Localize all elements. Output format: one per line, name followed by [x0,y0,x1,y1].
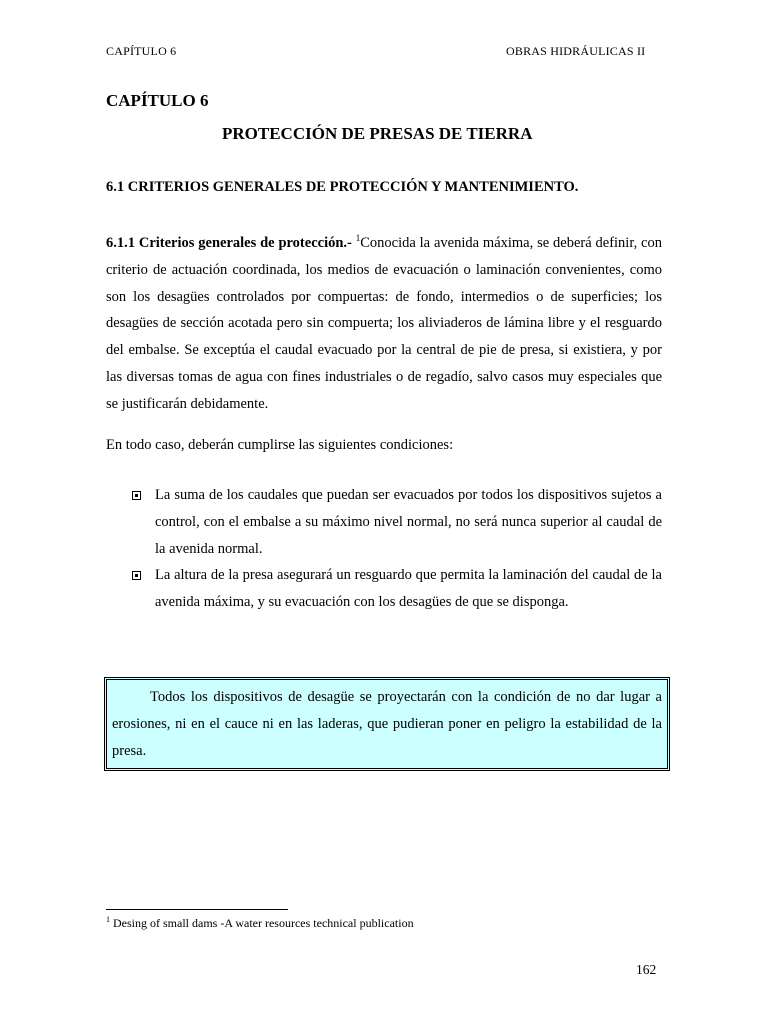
page-number: 162 [636,962,657,977]
conditions-intro: En todo caso, deberán cumplirse las siguientes condiciones: [106,437,454,453]
subsection-paragraph [106,230,662,418]
chapter-label: CAPÍTULO 6 [106,91,209,110]
subsection-heading: 6.1.1 Criterios generales de protección.- [106,235,352,251]
chapter-title: PROTECCIÓN DE PRESAS DE TIERRA [222,124,533,143]
subsection-body: Conocida la avenida máxima, se deberá definir, con criterio de actuación coordinada, los medios de evacuación o laminación convenientes, como son los desagües controlados por compuertas: de fondo, intermedios o de superficies; los desagües de sección acotada pero sin compuerta; los aliviaderos de lámina libre y el resguardo del embalse. Se exceptúa el caudal evacuado por la central de pie de presa, si existiera, y por las diversas tomas de agua con fines industriales o de regadío, salvo casos muy especiales que se justificarán debidamente. [106,235,662,412]
callout-text: Todos los dispositivos de desagüe se proyectarán con la condición de no dar lugar a erosiones, ni en el cauce ni en las laderas, que pudieran poner en peligro la estabilidad de la presa. [112,689,662,759]
condition-text: La altura de la presa asegurará un resguardo que permita la laminación del caudal de la avenida máxima, y su evacuación con los desagües de que se disponga. [155,567,662,611]
footnote-reference: 1 [355,233,361,243]
footnote-text: Desing of small dams -A water resources technical publication [113,916,414,930]
section-heading: 6.1 CRITERIOS GENERALES DE PROTECCIÓN Y MANTENIMIENTO. [106,179,579,195]
square-bullet-icon [132,571,141,580]
list-item [132,482,662,562]
list-item [132,562,662,616]
condition-text: La suma de los caudales que puedan ser evacuados por todos los dispositivos sujetos a control, con el embalse a su máximo nivel normal, no será nunca superior al caudal de la avenida normal. [155,487,662,557]
running-header-course: OBRAS HIDRÁULICAS II [506,44,646,58]
footnote-divider [106,909,288,910]
conditions-list [132,482,662,616]
highlight-callout-box [104,677,670,771]
square-bullet-icon [132,491,141,500]
running-header-chapter: CAPÍTULO 6 [106,44,177,58]
footnote [106,916,414,931]
footnote-number: 1 [106,915,110,924]
